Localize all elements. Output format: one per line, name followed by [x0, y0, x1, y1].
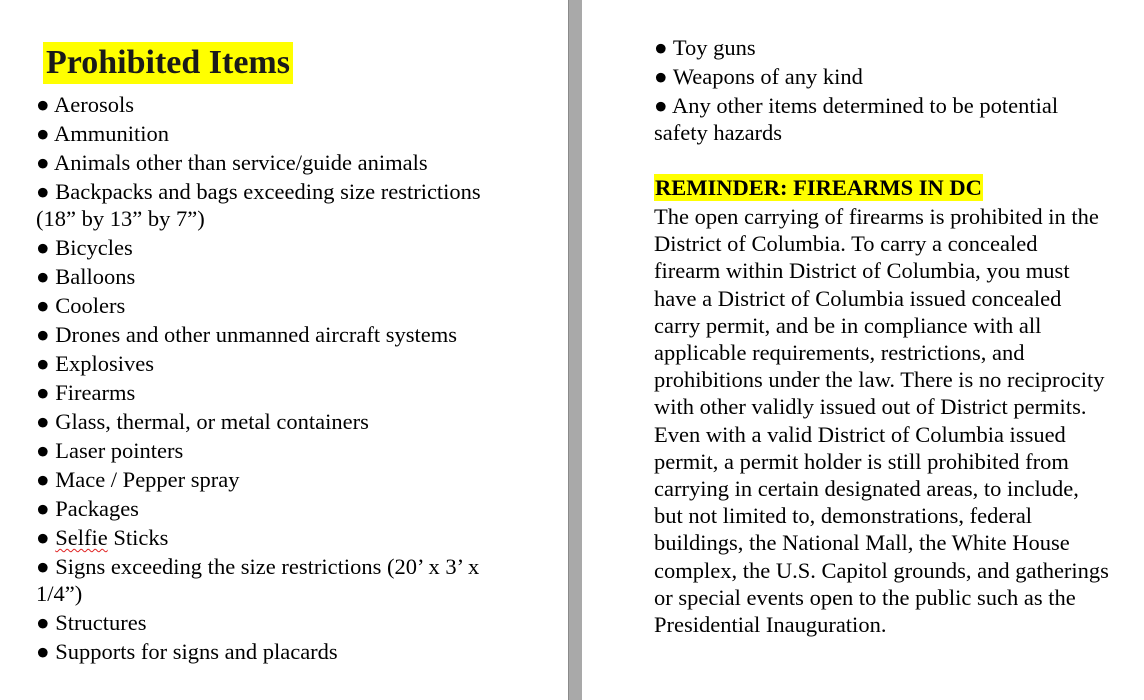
prohibited-items-list-continued [654, 34, 1094, 148]
list-item[interactable]: ● Animals other than service/guide animals [36, 150, 428, 175]
list-item[interactable]: ● Ammunition [36, 121, 169, 146]
spellcheck-underlined-word[interactable]: Selfie [55, 525, 108, 550]
list-item[interactable]: ● Structures [36, 610, 147, 635]
list-item[interactable]: ● Signs exceeding the size restrictions (20’ x 3’ x 1/4”) [36, 554, 480, 606]
list-item[interactable]: ● Supports for signs and placards [36, 639, 338, 664]
list-item[interactable]: ● Mace / Pepper spray [36, 467, 240, 492]
page-gutter-edge [568, 0, 569, 700]
prohibited-items-list [36, 91, 496, 667]
page-gutter [569, 0, 582, 700]
list-item[interactable]: ● Selfie Sticks [36, 525, 169, 550]
list-item[interactable]: ● Backpacks and bags exceeding size restrictions (18” by 13” by 7”) [36, 179, 481, 231]
firearms-reminder-heading: REMINDER: FIREARMS IN DC [655, 175, 982, 200]
firearms-reminder-paragraph[interactable]: The open carrying of firearms is prohibited in the District of Columbia. To carry a concealed firearm within District of Columbia, you must have a District of Columbia issued concealed carry permit, and be in compliance with all applicable requirements, restrictions, and prohibitions under the law. There is no reciprocity with other validly issued out of District permits. Even with a valid District of Columbia issued permit, a permit holder is still prohibited from carrying in certain designated areas, to include, but not limited to, demonstrations, federal buildings, the National Mall, the White House complex, the U.S. Capitol grounds, and gatherings or special events open to the public such as the Presidential Inauguration. [654, 204, 1109, 638]
prohibited-items-heading: Prohibited Items [43, 42, 293, 84]
list-item[interactable]: ● Bicycles [36, 235, 133, 260]
list-item[interactable]: ● Toy guns [654, 35, 756, 60]
list-item[interactable]: ● Any other items determined to be potential safety hazards [654, 93, 1059, 145]
list-item[interactable]: ● Laser pointers [36, 438, 184, 463]
list-item[interactable]: ● Firearms [36, 380, 136, 405]
list-item[interactable]: ● Aerosols [36, 92, 134, 117]
list-item[interactable]: ● Drones and other unmanned aircraft systems [36, 322, 457, 347]
list-item[interactable]: ● Glass, thermal, or metal containers [36, 409, 369, 434]
list-item[interactable]: ● Packages [36, 496, 139, 521]
list-item[interactable]: ● Coolers [36, 293, 126, 318]
list-item[interactable]: ● Weapons of any kind [654, 64, 863, 89]
list-item[interactable]: ● Explosives [36, 351, 154, 376]
list-item[interactable]: ● Balloons [36, 264, 136, 289]
